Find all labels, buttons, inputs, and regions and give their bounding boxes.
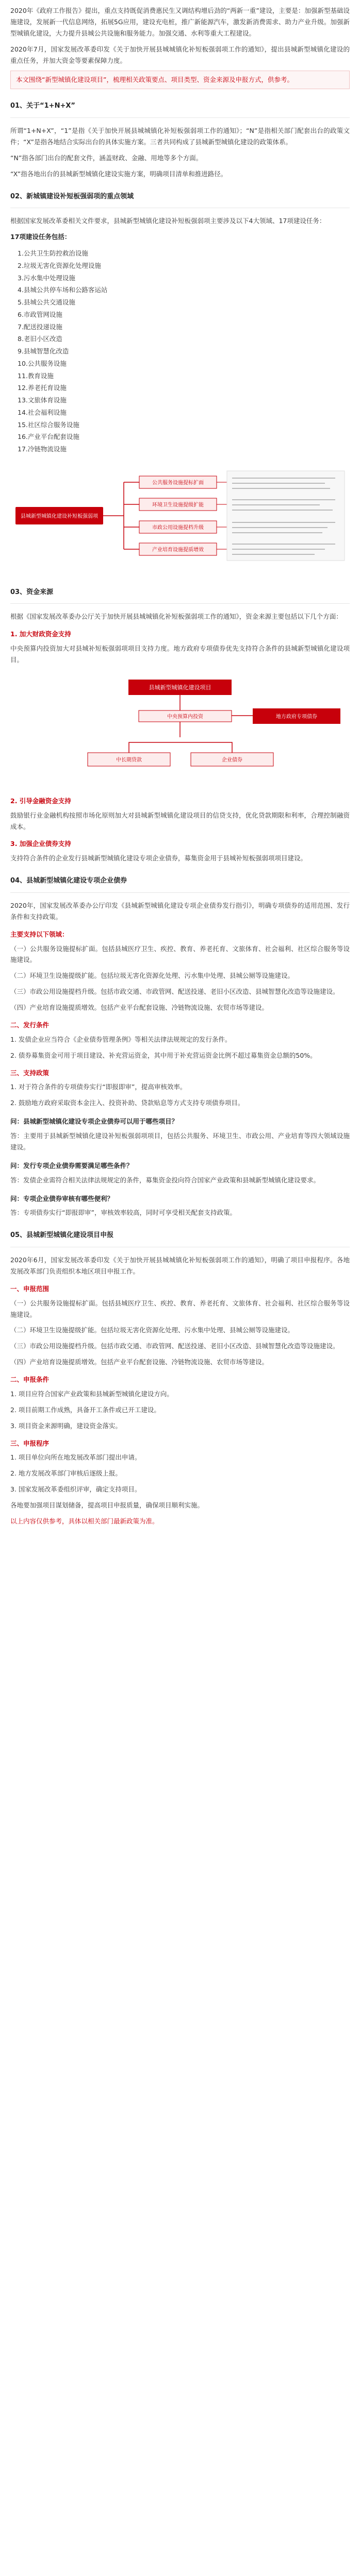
section-3-sub-3: 3. 加强企业债券支持 [10,840,71,848]
faq-question: 问：发行专项企业债券需要满足哪些条件？ [10,1161,133,1170]
section-2-text: 根据国家发展改革委相关文件要求，县城新型城镇化建设补短板强弱项主要涉及以下4大领域、17项建设任务： [10,217,326,225]
flow-top-label: 县城新型城镇化建设项目 [149,684,211,691]
section-1-title: 01、关于“1+N+X” [10,102,75,110]
section-3-sub-2: 2. 引导金融资金支持 [10,796,71,805]
section-5-condition: 2. 项目前期工作成熟，具备开工条件或已开工建设。 [10,1405,160,1414]
mind-map-node-label: 公共服务设施提标扩面 [152,480,204,486]
task-item: 11.教育设施 [18,371,54,380]
flow-mid-label: 中央预算内投资 [167,714,203,720]
section-5-condition: 1. 项目应符合国家产业政策和县城新型城镇化建设方向。 [10,1389,173,1398]
mind-map-detail-box [227,471,345,561]
faq-answer: 答：专项债券实行“即报即审”，审核效率较高，同时可享受相关配套支持政策。 [10,1209,236,1217]
task-item: 7.配送投递设施 [18,323,62,331]
intro-paragraph-1: 2020年《政府工作报告》提出，重点支持既促消费惠民生又调结构增后劲的“两新一重”建设，主要是：加强新型基础设施建设，发展新一代信息网络，拓展5G应用，建设充电桩，推广新能源汽车，激发新消费需求、助力产业升级。加强新型城镇化建设，大力提升县城公共设施和服务能力。加强交通、水利等重大工程建设。 [10,7,350,37]
section-4-item: （二）环境卫生设施提级扩能。包括垃圾无害化资源化处理、污水集中处理、县城公厕等设施建设。 [10,972,294,980]
flow-connector [129,695,253,753]
section-5-text: 2020年6月，国家发展改革委印发《关于加快开展县城城镇化补短板强弱项工作的通知》，明确了项目申报程序。各地发展改革部门负责组织本地区项目申报工作。 [10,1256,350,1275]
funding-flow-diagram [10,675,350,778]
section-3-title: 03、资金来源 [10,588,54,596]
task-list [18,247,350,455]
task-item: 17.冷链物流设施 [18,445,67,453]
flow-bottom-right-label: 企业债券 [222,757,242,763]
section-1-text-3: “X”指各地出台的县城新型城镇化建设实施方案，明确项目清单和推进路径。 [10,170,227,178]
highlight-text: 本文围绕“新型城镇化建设项目”，梳理相关政策要点、项目类型、资金来源及申报方式，供参考。 [16,76,293,84]
section-4-sub-3: 三、支持政策 [10,1069,50,1077]
section-5-sub-2: 二、申报条件 [10,1376,50,1383]
section-4-condition: 1. 发债企业应当符合《企业债券管理条例》等相关法律法规规定的发行条件。 [10,1035,232,1043]
task-item: 6.市政管网设施 [18,310,62,318]
highlight-box [10,71,350,89]
section-4-item: （一）公共服务设施提标扩面。包括县城医疗卫生、疾控、教育、养老托育、文旅体育、社会福利、社区综合服务等设施建设。 [10,944,350,964]
section-5-sub-1: 一、申报范围 [10,1284,50,1293]
mind-map-node-label: 市政公用设施提档升级 [152,524,204,531]
section-4-text: 2020年，国家发展改革委办公厅印发《县城新型城镇化建设专项企业债券发行指引》，明确专项债券的适用范围、发行条件和支持政策。 [10,901,350,921]
section-5-item: （三）市政公用设施提档升级。包括市政交通、市政管网、配送投递、老旧小区改造、县城智慧化改造等设施建设。 [10,1342,339,1350]
mind-map-node-label: 环境卫生设施提级扩能 [152,502,204,508]
section-5-procedure: 3. 国家发展改革委组织评审，确定支持项目。 [10,1485,141,1494]
section-5-procedure: 2. 地方发展改革部门审核后逐级上报。 [10,1469,122,1478]
section-4-title: 04、县城新型城镇化建设专项企业债券 [10,877,127,885]
section-3-text: 根据《国家发展改革委办公厅关于加快开展县城城镇化补短板强弱项工作的通知》，资金来源主要包括以下几个方面： [10,613,342,621]
mind-map-diagram [10,467,350,565]
flow-bottom-left-label: 中长期贷款 [116,757,142,763]
section-4-sub-2: 二、发行条件 [10,1021,50,1029]
task-item: 12.养老托育设施 [18,384,67,392]
task-item: 3.污水集中处理设施 [18,274,75,282]
task-item: 14.社会福利设施 [18,408,67,416]
mind-map-node-label: 产业培育设施提质增效 [152,547,204,553]
mind-map-connector [103,482,139,549]
faq-question: 问：县城新型城镇化建设专项企业债券可以用于哪些项目？ [10,1117,178,1126]
faq-question: 问：专项企业债券审核有哪些便利？ [10,1194,114,1202]
section-1-text-2: “N”指各部门出台的配套文件，涵盖财政、金融、用地等多个方面。 [10,154,203,162]
faq-answer: 答：主要用于县城新型城镇化建设补短板强弱项项目，包括公共服务、环境卫生、市政公用、产业培育等四大领域设施建设。 [10,1132,350,1151]
task-item: 10.公共服务设施 [18,359,67,367]
task-item: 13.文旅体育设施 [18,396,67,404]
section-2-list-title: 17项建设任务包括： [10,233,71,241]
task-item: 15.社区综合服务设施 [18,420,79,429]
section-4-sub-1: 主要支持以下领域： [10,930,69,938]
divider [10,892,350,893]
section-4-item: （四）产业培育设施提质增效。包括产业平台配套设施、冷链物流设施、农贸市场等建设。 [10,1004,269,1011]
divider [10,117,350,118]
section-3-sub-1: 1. 加大财政资金支持 [10,630,71,638]
section-5-item: （一）公共服务设施提标扩面。包括县城医疗卫生、疾控、教育、养老托育、文旅体育、社会福利、社区综合服务等设施建设。 [10,1299,350,1318]
section-2-title: 02、新城镇建设补短板强弱项的重点领域 [10,192,134,200]
section-5-item: （四）产业培育设施提质增效。包括产业平台配套设施、冷链物流设施、农贸市场等建设。 [10,1358,269,1366]
task-item: 9.县城智慧化改造 [18,347,69,355]
task-item: 4.县城公共停车场和公路客运站 [18,286,108,294]
task-item: 16.产业平台配套设施 [18,433,79,441]
intro-paragraph-2: 2020年7月，国家发展改革委印发《关于加快开展县城城镇化补短板强弱项工作的通知》，提出县城新型城镇化建设的重点任务，并加大资金等要素保障力度。 [10,45,350,64]
task-item: 1.公共卫生防控救治设施 [18,249,88,257]
section-5-condition: 3. 项目资金来源明确，建设资金落实。 [10,1421,122,1430]
section-5-text-2: 各地要加强项目谋划储备，提高项目申报质量，确保项目顺利实施。 [10,1501,204,1509]
task-item: 2.垃圾无害化资源化处理设施 [18,261,101,269]
section-4-support: 2. 鼓励地方政府采取资本金注入、投资补助、贷款贴息等方式支持专项债券项目。 [10,1099,244,1107]
flow-right-label: 地方政府专项债券 [276,714,317,720]
mind-map-detail-lines [217,482,227,549]
section-4-item: （三）市政公用设施提档升级。包括市政交通、市政管网、配送投递、老旧小区改造、县城智慧化改造等设施建设。 [10,988,339,996]
divider [10,603,350,604]
section-3-sub-2-text: 鼓励银行业金融机构按照市场化原则加大对县城新型城镇化建设项目的信贷支持，优化贷款期限和利率，合理控制融资成本。 [10,811,350,831]
section-3-sub-1-text: 中央预算内投资加大对县城补短板强弱项项目支持力度。地方政府专项债券优先支持符合条件的县城新型城镇化建设项目。 [10,645,350,664]
section-5-item: （二）环境卫生设施提级扩能。包括垃圾无害化资源化处理、污水集中处理、县城公厕等设施建设。 [10,1326,294,1334]
task-item: 5.县城公共交通设施 [18,298,75,306]
section-4-support: 1. 对于符合条件的专项债券实行“即报即审”，提高审核效率。 [10,1083,187,1091]
task-item: 8.老旧小区改造 [18,335,62,343]
faq-answer: 答：发债企业需符合相关法律法规规定的条件，募集资金投向符合国家产业政策和县城新型城镇化建设要求。 [10,1176,320,1184]
section-4-condition: 2. 债券募集资金可用于项目建设、补充营运资金，其中用于补充营运资金比例不超过募集资金总额的50%。 [10,1051,317,1059]
outro-text: 以上内容仅供参考，具体以相关部门最新政策为准。 [10,1517,159,1525]
section-1-text: 所谓“1+N+X”，“1”是指《关于加快开展县城城镇化补短板强弱项工作的通知》；“N”是指相关部门配套出台的政策文件；“X”是指各地结合实际出台的具体实施方案。三者共同构成了县城新型城镇化建设的政策体系。 [10,127,350,146]
section-3-sub-3-text: 支持符合条件的企业发行县城新型城镇化建设专项企业债券，募集资金用于县城补短板强弱项项目建设。 [10,854,307,862]
section-5-sub-3: 三、申报程序 [10,1439,50,1447]
section-5-title: 05、县城新型城镇化建设项目申报 [10,1231,114,1240]
mind-map-center-label: 县城新型城镇化建设补短板强弱项 [21,513,98,519]
section-5-procedure: 1. 项目单位向所在地发展改革部门提出申请。 [10,1453,141,1462]
